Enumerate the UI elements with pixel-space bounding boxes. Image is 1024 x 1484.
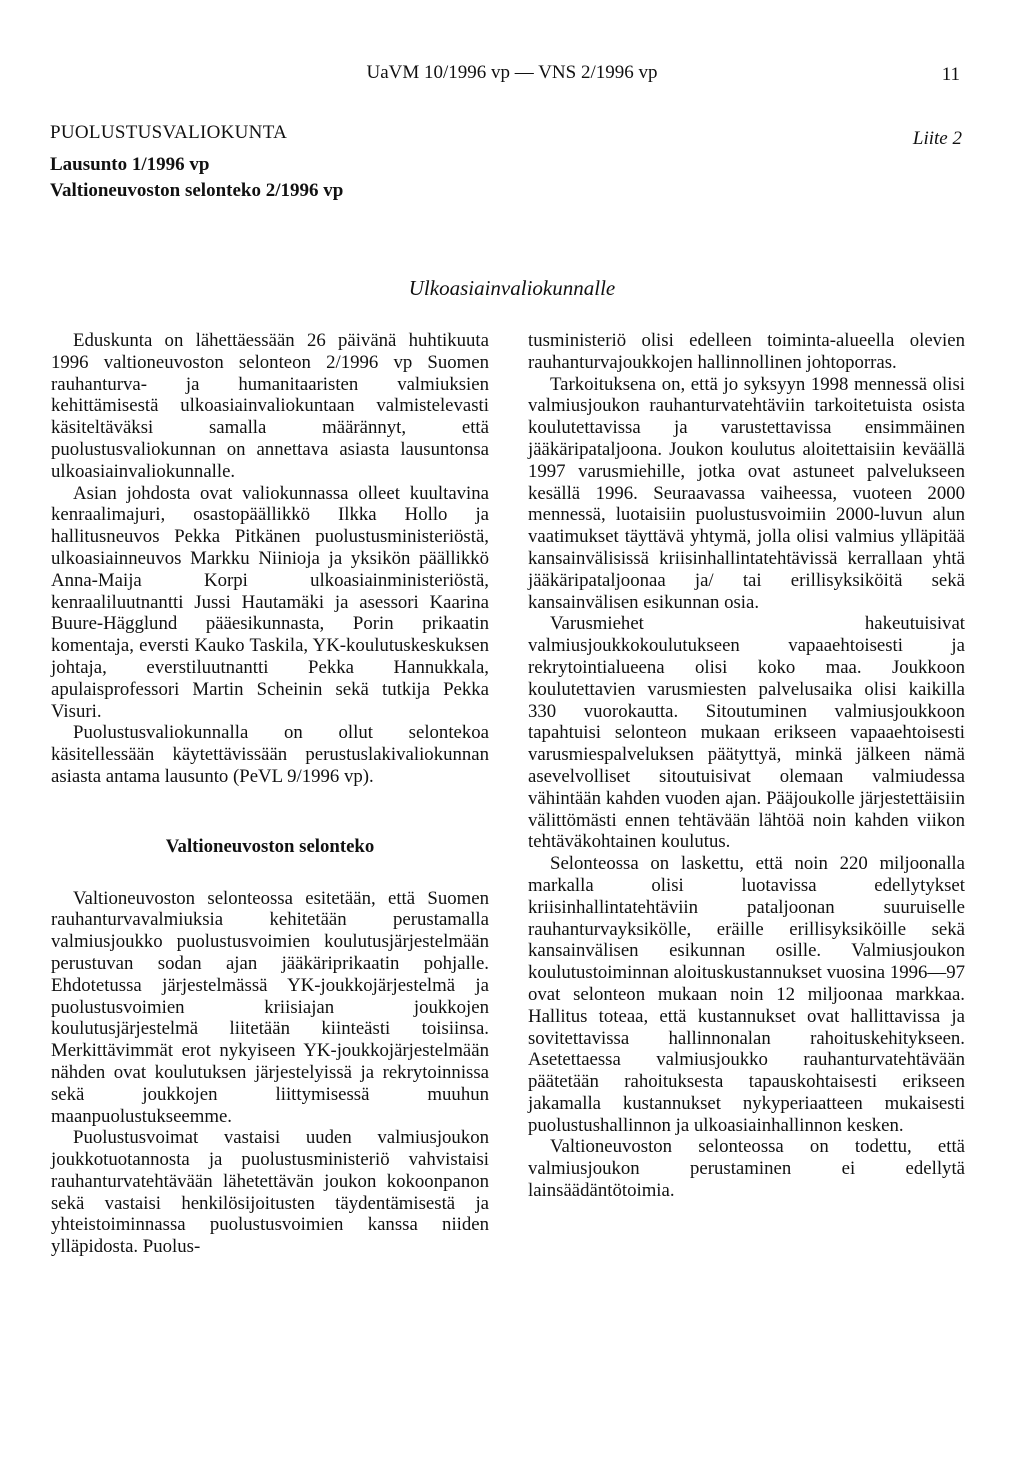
committee-name: PUOLUSTUSVALIOKUNTA	[50, 122, 288, 143]
page-number: 11	[941, 64, 960, 85]
body-paragraph: Puolustusvaliokunnalla on ollut selontekoa käsitellessään käytettävissään perustuslakivaliokunnan asiasta antama lausunto (PeVL 9/1996 vp).	[51, 722, 489, 787]
body-paragraph: Valtioneuvoston selonteossa on todettu, että valmiusjoukon perustaminen ei edellytä lainsäädäntötoimia.	[528, 1136, 965, 1202]
section-heading: Valtioneuvoston selonteko	[165, 835, 375, 857]
body-paragraph-continued: tusministeriö olisi edelleen toiminta-alueella olevien rauhanturvajoukkojen hallinnollinen johtoporras.	[528, 330, 965, 373]
body-paragraph: Tarkoituksena on, että jo syksyyn 1998 mennessä olisi valmiusjoukon rauhanturvatehtäviin tarkoitetuista osista koulutettavissa ja varustettavissa ensimmäinen jääkäripataljoona. Joukon koulutus aloitettaisiin keväällä 1997 varusmiehille, jotka ovat astuneet palvelukseen kesällä 1996. Seuraavassa vaiheessa, vuoteen 2000 mennessä, luotaisiin puolustusvoimiin 2000-luvun alun vaatimukset täyttävä yhtymä, jolla olisi valmius ylläpitää kansainvälisissä kriisinhallintatehtävissä kerrallaan yhtä jääkäripataljoonaa ja/ tai erillisyksiköitä sekä kansainvälisen esikunnan osia.	[528, 373, 965, 613]
body-paragraph: Selonteossa on laskettu, että noin 220 miljoonalla markalla olisi luotavissa edellytykset kriisinhallintatehtäviin pataljoonan suuruiselle rauhanturvayksikölle, eräille erillisyksiköille sekä kansainvälisen esikunnan osille. Valmiusjoukon koulutustoiminnan aloituskustannukset vuosina 1996—97 ovat selonteon mukaan noin 12 miljoonaa markkaa. Hallitus toteaa, että kustannukset ovat hallittavissa ja sovitettavissa hallinnonalan rahoituskehitykseen. Asetettaessa valmiusjoukko rauhanturvatehtävään päätetään rahoituksesta tapauskohtaisesti erikseen jakamalla kustannukset nykyperiaatteen mukaisesti puolustushallinnon ja ulkoasiainhallinnon kesken.	[528, 853, 965, 1136]
report-reference: Valtioneuvoston selonteko 2/1996 vp	[50, 180, 344, 201]
body-paragraph: Asian johdosta ovat valiokunnassa olleet kuultavina kenraalimajuri, osastopäällikkö Ilkka Hollo ja hallitusneuvos Pekka Pitkänen puolustusministeriöstä, ulkoasiainneuvos Markku Niinioja ja yksikön päällikkö Anna-Maija Korpi ulkoasiainministeriöstä, kenraaliluutnantti Jussi Hautamäki ja asessori Kaarina Buure-Hägglund pääesikunnasta, Porin prikaatin komentaja, eversti Kauko Taskila, YK-koulutuskeskuksen johtaja, everstiluutnantti Pekka Hannukkala, apulaisprofessori Martin Scheinin sekä tutkija Pekka Visuri.	[51, 482, 489, 722]
body-paragraph: Puolustusvoimat vastaisi uuden valmiusjoukon joukkotuotannosta ja puolustusministeriö vahvistaisi rauhanturvatehtävään lähetettävän joukon kokoonpanon sekä vastaisi henkilösijoitusten täydentämisestä ja yhteistoiminnassa puolustusvoimien kanssa niiden ylläpidosta. Puolus-	[51, 1127, 489, 1258]
body-paragraph: Valtioneuvoston selonteossa esitetään, että Suomen rauhanturvavalmiuksia kehitetään perustamalla valmiusjoukko puolustusvoimien koulutusjärjestelmään perustuvan sodan ajan jääkäriprikaatin pohjalle. Ehdotetussa järjestelmässä YK-joukkojärjestelmä ja puolustusvoimien kriisiajan joukkojen koulutusjärjestelmä liitetään kiinteästi toisiinsa. Merkittävimmät erot nykyiseen YK-joukkojärjestelmään nähden ovat koulutuksen järjestelyissä ja rekrytoinnissa sekä joukkojen liittymisessä muuhun maanpuolustukseemme.	[51, 887, 489, 1127]
appendix-label: Liite 2	[912, 128, 962, 149]
body-paragraph: Eduskunta on lähettäessään 26 päivänä huhtikuuta 1996 valtioneuvoston selonteon 2/1996 vp Suomen rauhanturva- ja humanitaaristen valmiuksien kehittämisestä ulkoasiainvaliokuntaan valmistelevasti käsiteltäväksi samalla määrännyt, että puolustusvaliokunnan on annettava asiasta lausuntonsa ulkoasiainvaliokunnalle.	[51, 330, 489, 482]
left-column	[51, 330, 489, 1258]
statement-reference	[50, 152, 343, 204]
right-column	[528, 330, 965, 1202]
running-head: UaVM 10/1996 vp — VNS 2/1996 vp	[366, 62, 658, 83]
addressee: Ulkoasiainvaliokunnalle	[408, 276, 616, 300]
body-paragraph: Varusmiehet hakeutuisivat valmiusjoukkokoulutukseen vapaaehtoisesti ja rekrytointialueena olisi koko maa. Joukkoon koulutettavien varusmiesten palvelusaika olisi kaikilla 330 vuorokautta. Sitoutuminen valmiusjoukkoon tapahtuisi selonteon mukaan erikseen vapaaehtoisesti varusmiespalveluksen päätyttyä, minkä jälkeen nämä asevelvolliset sitoutuisivat olemaan valmiudessa vähintään kahden vuoden ajan. Pääjoukolle järjestettäisiin välittömästi ennen tehtävään lähtöä noin kahden viikon tehtäväkohtainen koulutus.	[528, 613, 965, 853]
statement-number: Lausunto 1/1996 vp	[50, 154, 210, 175]
